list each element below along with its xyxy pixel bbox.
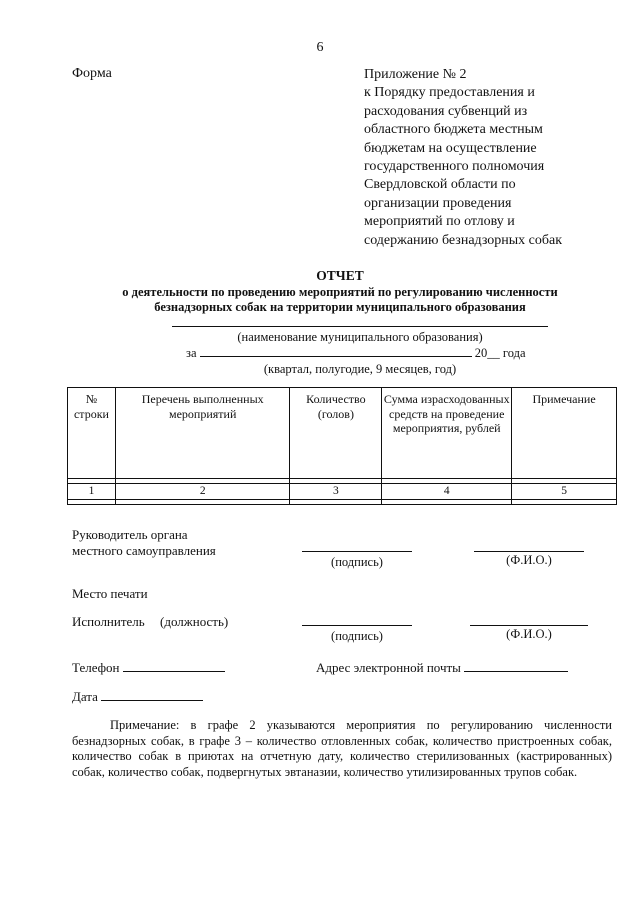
column-number: 3 (290, 484, 382, 500)
email-label: Адрес электронной почты (316, 660, 461, 675)
appendix-line: мероприятий по отлову и (364, 214, 515, 230)
head-label (72, 527, 216, 559)
email-blank (464, 659, 568, 672)
appendix-line: содержанию безнадзорных собак (364, 232, 563, 248)
appendix-line: к Порядку предоставления и (364, 85, 535, 101)
header-activities: Перечень выполненных мероприятий (115, 388, 290, 479)
appendix-line: Свердловской области по (364, 177, 516, 193)
executor-label: Исполнитель (72, 614, 145, 629)
period-blank (200, 344, 472, 357)
head-name-line (474, 550, 584, 552)
column-number: 4 (382, 484, 512, 500)
table-row (68, 499, 617, 504)
executor-name-caption: (Ф.И.О.) (506, 627, 552, 641)
appendix-line: бюджетам на осуществление (364, 140, 537, 156)
header-row-number: № строки (68, 388, 116, 479)
head-label-line2: местного самоуправления (72, 543, 216, 558)
report-title (60, 268, 620, 315)
email-field (316, 659, 568, 676)
period-prefix: за (186, 346, 197, 360)
head-name-caption: (Ф.И.О.) (506, 553, 552, 567)
form-label: Форма (72, 66, 112, 81)
report-subtitle-line1: о деятельности по проведению мероприятий по регулированию численности (122, 285, 558, 299)
header-note: Примечание (512, 388, 617, 479)
phone-label: Телефон (72, 660, 120, 675)
appendix-line: областного бюджета местным (364, 122, 543, 138)
municipality-caption: (наименование муниципального образования) (237, 330, 483, 344)
municipality-name-blank (172, 316, 548, 327)
table-header-row (68, 388, 617, 479)
header-amount: Сумма израсходованных средств на проведение мероприятия, рублей (382, 388, 512, 479)
period-row (186, 344, 526, 361)
executor-name-line (470, 624, 588, 626)
page-number: 6 (316, 40, 324, 55)
report-subtitle-line2: безнадзорных собак на территории муниципального образования (154, 300, 526, 314)
period-year-prefix: 20__ (474, 346, 500, 360)
date-field (72, 688, 203, 705)
column-number: 5 (512, 484, 617, 500)
appendix-line: расходования субвенций из (364, 103, 528, 119)
appendix-line: организации проведения (364, 195, 512, 211)
phone-blank (123, 659, 225, 672)
column-number: 2 (115, 484, 290, 500)
appendix-line: государственного полномочия (364, 159, 545, 175)
date-blank (101, 688, 203, 701)
header-quantity: Количество (голов) (290, 388, 382, 479)
report-table (67, 387, 617, 505)
period-caption: (квартал, полугодие, 9 месяцев, год) (263, 362, 457, 376)
executor-position: (должность) (160, 614, 229, 629)
executor-signature-caption: (подпись) (331, 629, 383, 643)
report-heading: ОТЧЕТ (316, 268, 364, 283)
head-signature-line (302, 550, 412, 552)
period-year-suffix: года (502, 346, 526, 360)
head-signature-caption: (подпись) (331, 555, 383, 569)
footnote: Примечание: в графе 2 указываются мероприятия по регулированию численности безнадзорных собак, в графе 3 – количество отловленных собак, количество пристроенных собак, количество собак в приютах на отчетную дату, количество стерилизованных (кастрированных) собак, количество собак, подвергнутых эвтаназии, количество утилизированных трупов собак. (72, 718, 612, 779)
executor-signature-line (302, 624, 412, 626)
column-number-row (68, 484, 617, 500)
column-number: 1 (68, 484, 116, 500)
phone-field (72, 659, 225, 676)
head-label-line1: Руководитель органа (72, 527, 188, 542)
date-label: Дата (72, 689, 98, 704)
stamp-place: Место печати (72, 586, 148, 601)
appendix-line: Приложение № 2 (364, 67, 467, 82)
appendix-block (364, 66, 604, 250)
